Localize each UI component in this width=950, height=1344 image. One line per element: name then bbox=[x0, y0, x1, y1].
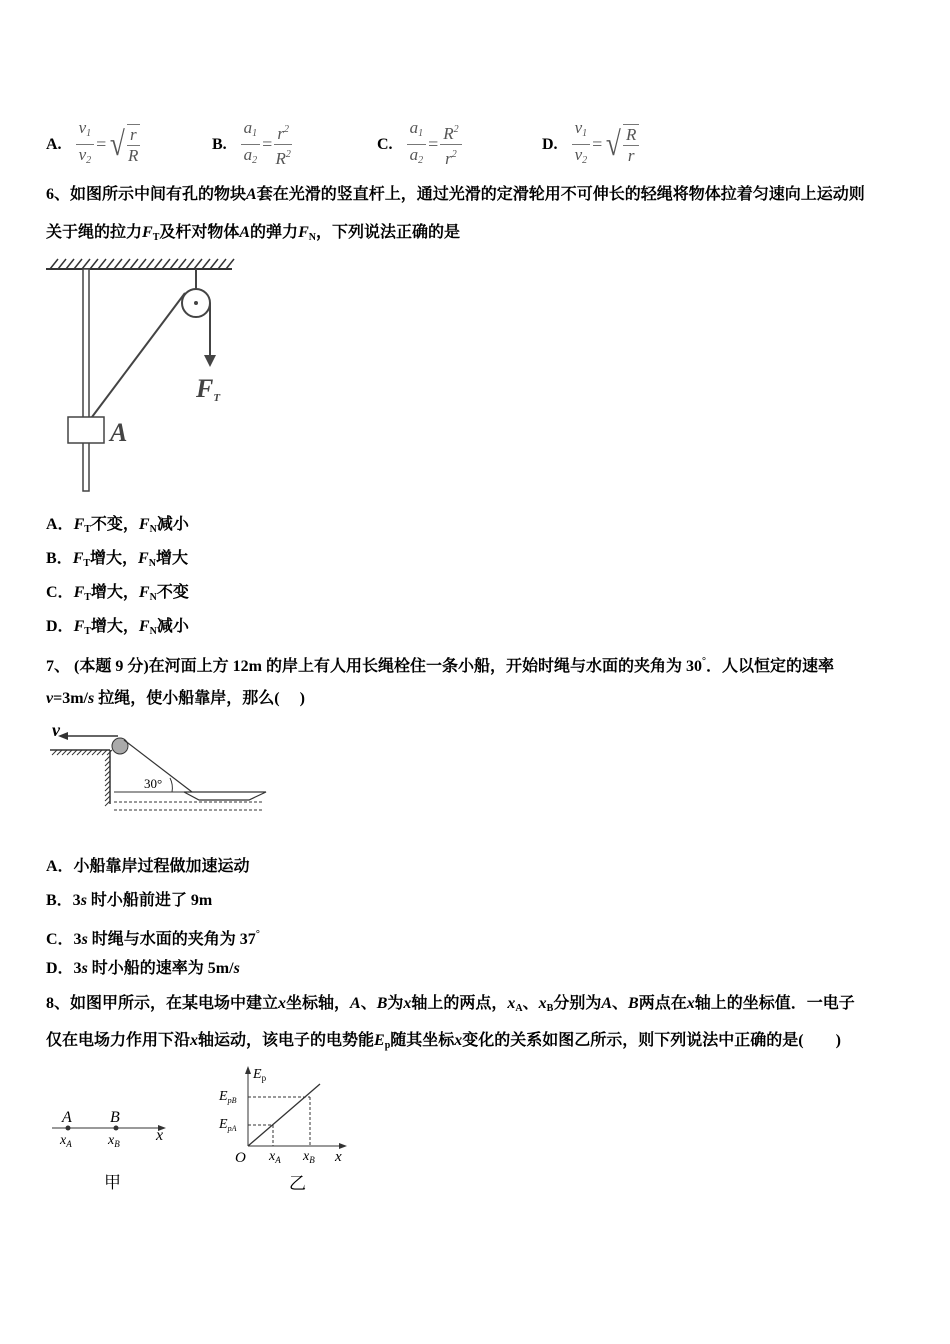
xb-label: $x_B$ bbox=[108, 1133, 120, 1149]
text-segment: x bbox=[538, 995, 547, 1012]
text-segment: x bbox=[686, 995, 695, 1012]
q5-option-d bbox=[542, 118, 639, 171]
q6-stem-2 bbox=[46, 223, 460, 248]
text-segment: B． bbox=[46, 550, 73, 567]
lhs-numerator: a bbox=[409, 118, 419, 137]
q6-option-d bbox=[46, 617, 189, 642]
text-segment: F bbox=[142, 224, 153, 241]
text-segment: N bbox=[149, 626, 157, 637]
q6-option-b bbox=[46, 549, 188, 574]
epb-label: $E_{pB}$ bbox=[219, 1089, 237, 1105]
text-segment: 时小船前进了 9m bbox=[86, 892, 213, 909]
text-segment: 增大， bbox=[90, 584, 139, 601]
sqrt: √ $\frac{r}{R}$ bbox=[110, 124, 139, 165]
text-segment: N bbox=[308, 232, 316, 243]
text-segment: 减小 bbox=[156, 618, 189, 635]
text-segment: A bbox=[239, 224, 251, 241]
q7-stem-2 bbox=[46, 689, 305, 709]
lhs-numerator: a bbox=[243, 118, 253, 137]
subscript: 2 bbox=[252, 155, 258, 166]
q7-option-a bbox=[46, 857, 250, 877]
q7-stem-1 bbox=[46, 652, 834, 677]
option-label: C. bbox=[377, 135, 393, 153]
text-segment: 仅在电场力作用下沿 bbox=[46, 1032, 191, 1049]
text-segment: N bbox=[149, 592, 157, 603]
ratio-denominator: r bbox=[627, 145, 635, 165]
text-segment: F bbox=[73, 618, 85, 635]
option-label: B. bbox=[212, 135, 227, 153]
text-segment: F bbox=[138, 516, 150, 533]
exponent: 2 bbox=[451, 149, 457, 160]
lhs-denominator: v bbox=[78, 145, 87, 164]
q7-option-c bbox=[46, 925, 260, 950]
ratio-denominator: R bbox=[128, 145, 139, 165]
lhs-numerator: v bbox=[574, 118, 583, 137]
y-axis-label: $E_p$ bbox=[253, 1067, 267, 1083]
text-segment: s bbox=[81, 960, 88, 977]
text-segment: =3m/ bbox=[53, 690, 88, 707]
xa-label: $x_A$ bbox=[269, 1149, 281, 1165]
lhs-denominator: a bbox=[243, 145, 253, 164]
text-segment: 变化的关系如图乙所示，则下列说法中正确的是( ) bbox=[462, 1032, 841, 1049]
text-segment: 两点在 bbox=[638, 995, 687, 1012]
text-segment: ° bbox=[255, 929, 260, 940]
text-segment: 关于绳的拉力 bbox=[46, 224, 143, 241]
q5-option-c bbox=[377, 118, 462, 171]
subscript: 1 bbox=[418, 128, 424, 139]
option-label: A. bbox=[46, 135, 62, 153]
q7-option-d bbox=[46, 959, 240, 979]
text-segment: 拉绳，使小船靠岸，那么( ) bbox=[94, 690, 305, 707]
caption-yi: 乙 bbox=[289, 1174, 306, 1193]
angle-label: 30° bbox=[144, 776, 163, 791]
origin-label: O bbox=[235, 1150, 246, 1166]
sqrt: √ $\frac{R}{r}$ bbox=[604, 124, 639, 166]
pulley bbox=[112, 738, 128, 754]
ratio-numerator: R bbox=[625, 124, 637, 144]
text-segment: x bbox=[190, 1032, 199, 1049]
point-b-label: B bbox=[110, 1109, 120, 1126]
subscript: 1 bbox=[86, 128, 92, 139]
lhs-numerator: v bbox=[78, 118, 87, 137]
text-segment: C． bbox=[46, 584, 74, 601]
text-segment: F bbox=[72, 550, 84, 567]
text-segment: 的弹力 bbox=[250, 224, 299, 241]
text-segment: ° bbox=[702, 656, 706, 667]
text-segment: s bbox=[80, 892, 87, 909]
subscript: 2 bbox=[86, 155, 92, 166]
text-segment: A．小船靠岸过程做加速运动 bbox=[46, 858, 250, 875]
text-segment: s bbox=[233, 960, 240, 977]
force-arrow bbox=[204, 355, 216, 367]
text-segment: 为 bbox=[387, 995, 404, 1012]
text-segment: F bbox=[138, 618, 150, 635]
text-segment: 、 bbox=[522, 995, 539, 1012]
text-segment: 分别为 bbox=[553, 995, 602, 1012]
text-segment: 7、 (本题 9 分)在河面上方 12m 的岸上有人用长绳栓住一条小船，开始时绳与水面的夹角为 30 bbox=[46, 658, 702, 675]
ratio-numerator: r bbox=[129, 124, 137, 144]
text-segment: A bbox=[601, 995, 613, 1012]
text-segment: 增大 bbox=[155, 550, 188, 567]
text-segment: p bbox=[384, 1040, 391, 1051]
text-segment: ，下列说法正确的是 bbox=[315, 224, 460, 241]
ratio-numerator: r bbox=[277, 124, 284, 143]
text-segment: B bbox=[546, 1003, 554, 1014]
text-segment: 套在光滑的竖直杆上，通过光滑的定滑轮用不可伸长的轻绳将物体拉着匀速向上运动则 bbox=[256, 186, 865, 203]
axis-label: x bbox=[156, 1127, 164, 1144]
equals-sign: = bbox=[96, 134, 107, 154]
equals-sign: = bbox=[592, 134, 603, 154]
text-segment: 增大， bbox=[90, 550, 139, 567]
text-segment: s bbox=[81, 931, 88, 948]
text-segment: x bbox=[507, 995, 516, 1012]
text-segment: D．3 bbox=[46, 960, 82, 977]
text-segment: 时绳与水面的夹角为 37 bbox=[87, 931, 256, 948]
text-segment: 8、如图甲所示，在某电场中建立 bbox=[46, 995, 279, 1012]
force-label: FT bbox=[196, 374, 221, 404]
block-label: A bbox=[110, 418, 128, 447]
text-segment: 减小 bbox=[156, 516, 189, 533]
text-segment: T bbox=[152, 232, 160, 243]
text-segment: F bbox=[138, 550, 149, 567]
text-segment: x bbox=[278, 995, 287, 1012]
ratio-denominator: R bbox=[275, 149, 286, 168]
text-segment: F bbox=[73, 584, 85, 601]
text-segment: D． bbox=[46, 618, 74, 635]
text-segment: E bbox=[374, 1032, 385, 1049]
text-segment: s bbox=[88, 690, 95, 707]
text-segment: 不变 bbox=[156, 584, 189, 601]
text-segment: A bbox=[515, 1003, 523, 1014]
q8-stem-1 bbox=[46, 994, 855, 1019]
text-segment: T bbox=[83, 558, 91, 569]
text-segment: 增大， bbox=[90, 618, 139, 635]
caption-jia: 甲 bbox=[104, 1173, 121, 1192]
text-segment: 时小船的速率为 5m/ bbox=[87, 960, 234, 977]
boat bbox=[184, 792, 266, 800]
q6-option-c bbox=[46, 583, 189, 608]
text-segment: A bbox=[350, 995, 361, 1012]
text-segment: 轴运动，该电子的电势能 bbox=[198, 1032, 375, 1049]
q8-stem-2 bbox=[46, 1031, 841, 1056]
epa-label: $E_{pA}$ bbox=[219, 1117, 237, 1133]
text-segment: x bbox=[454, 1032, 463, 1049]
option-label: D. bbox=[542, 135, 558, 153]
subscript: 2 bbox=[582, 155, 588, 166]
ratio-denominator: r bbox=[445, 149, 452, 168]
text-segment: T bbox=[84, 524, 91, 535]
text-segment: A bbox=[246, 186, 257, 203]
exponent: 2 bbox=[283, 124, 289, 135]
text-segment: C．3 bbox=[46, 931, 82, 948]
text-segment: 轴上的两点， bbox=[411, 995, 508, 1012]
figure-yi bbox=[215, 1062, 355, 1197]
text-segment: T bbox=[84, 626, 91, 637]
text-segment: F bbox=[73, 516, 85, 533]
text-segment: 坐标轴， bbox=[286, 995, 351, 1012]
text-segment: A． bbox=[46, 516, 74, 533]
text-segment: 、 bbox=[612, 995, 629, 1012]
text-segment: F bbox=[298, 224, 309, 241]
text-segment: 、 bbox=[360, 995, 377, 1012]
equals-sign: = bbox=[428, 134, 439, 154]
text-segment: 随其坐标 bbox=[390, 1032, 455, 1049]
text-segment: T bbox=[84, 592, 91, 603]
lhs-denominator: a bbox=[409, 145, 419, 164]
exponent: 2 bbox=[285, 149, 291, 160]
vertical-rod bbox=[83, 269, 89, 491]
subscript: 2 bbox=[418, 155, 424, 166]
figure-jia bbox=[46, 1100, 176, 1195]
equals-sign: = bbox=[262, 134, 273, 154]
q6-stem-1 bbox=[46, 185, 865, 205]
text-segment: B bbox=[376, 995, 388, 1012]
boat-pull-diagram bbox=[44, 722, 274, 817]
xa-label: $x_A$ bbox=[60, 1133, 72, 1149]
xb-label: $x_B$ bbox=[303, 1149, 315, 1165]
text-segment: x bbox=[403, 995, 412, 1012]
q5-option-a bbox=[46, 118, 140, 171]
block-a bbox=[68, 417, 104, 443]
lhs-denominator: v bbox=[574, 145, 583, 164]
subscript: 1 bbox=[582, 128, 588, 139]
pulley-rod-diagram bbox=[44, 255, 239, 495]
text-segment: 不变， bbox=[90, 516, 139, 533]
subscript: 1 bbox=[252, 128, 258, 139]
text-segment: B．3 bbox=[46, 892, 81, 909]
velocity-label: v bbox=[52, 722, 60, 740]
q7-option-b bbox=[46, 891, 212, 911]
text-segment: 及杆对物体 bbox=[159, 224, 240, 241]
axis-label: x bbox=[335, 1149, 342, 1165]
text-segment: B bbox=[628, 995, 639, 1012]
q6-option-a bbox=[46, 515, 189, 540]
text-segment: N bbox=[149, 524, 157, 535]
ep-line bbox=[248, 1084, 320, 1146]
rope bbox=[92, 293, 185, 417]
text-segment: N bbox=[148, 558, 156, 569]
exponent: 2 bbox=[453, 124, 459, 135]
text-segment: v bbox=[46, 690, 54, 707]
point-a-label: A bbox=[62, 1109, 72, 1126]
text-segment: 轴上的坐标值．一电子 bbox=[694, 995, 855, 1012]
text-segment: 6、如图所示中间有孔的物块 bbox=[46, 186, 247, 203]
ratio-numerator: R bbox=[443, 124, 454, 143]
text-segment: F bbox=[138, 584, 150, 601]
q5-option-b bbox=[212, 118, 292, 171]
text-segment: ．人以恒定的速率 bbox=[706, 658, 835, 675]
